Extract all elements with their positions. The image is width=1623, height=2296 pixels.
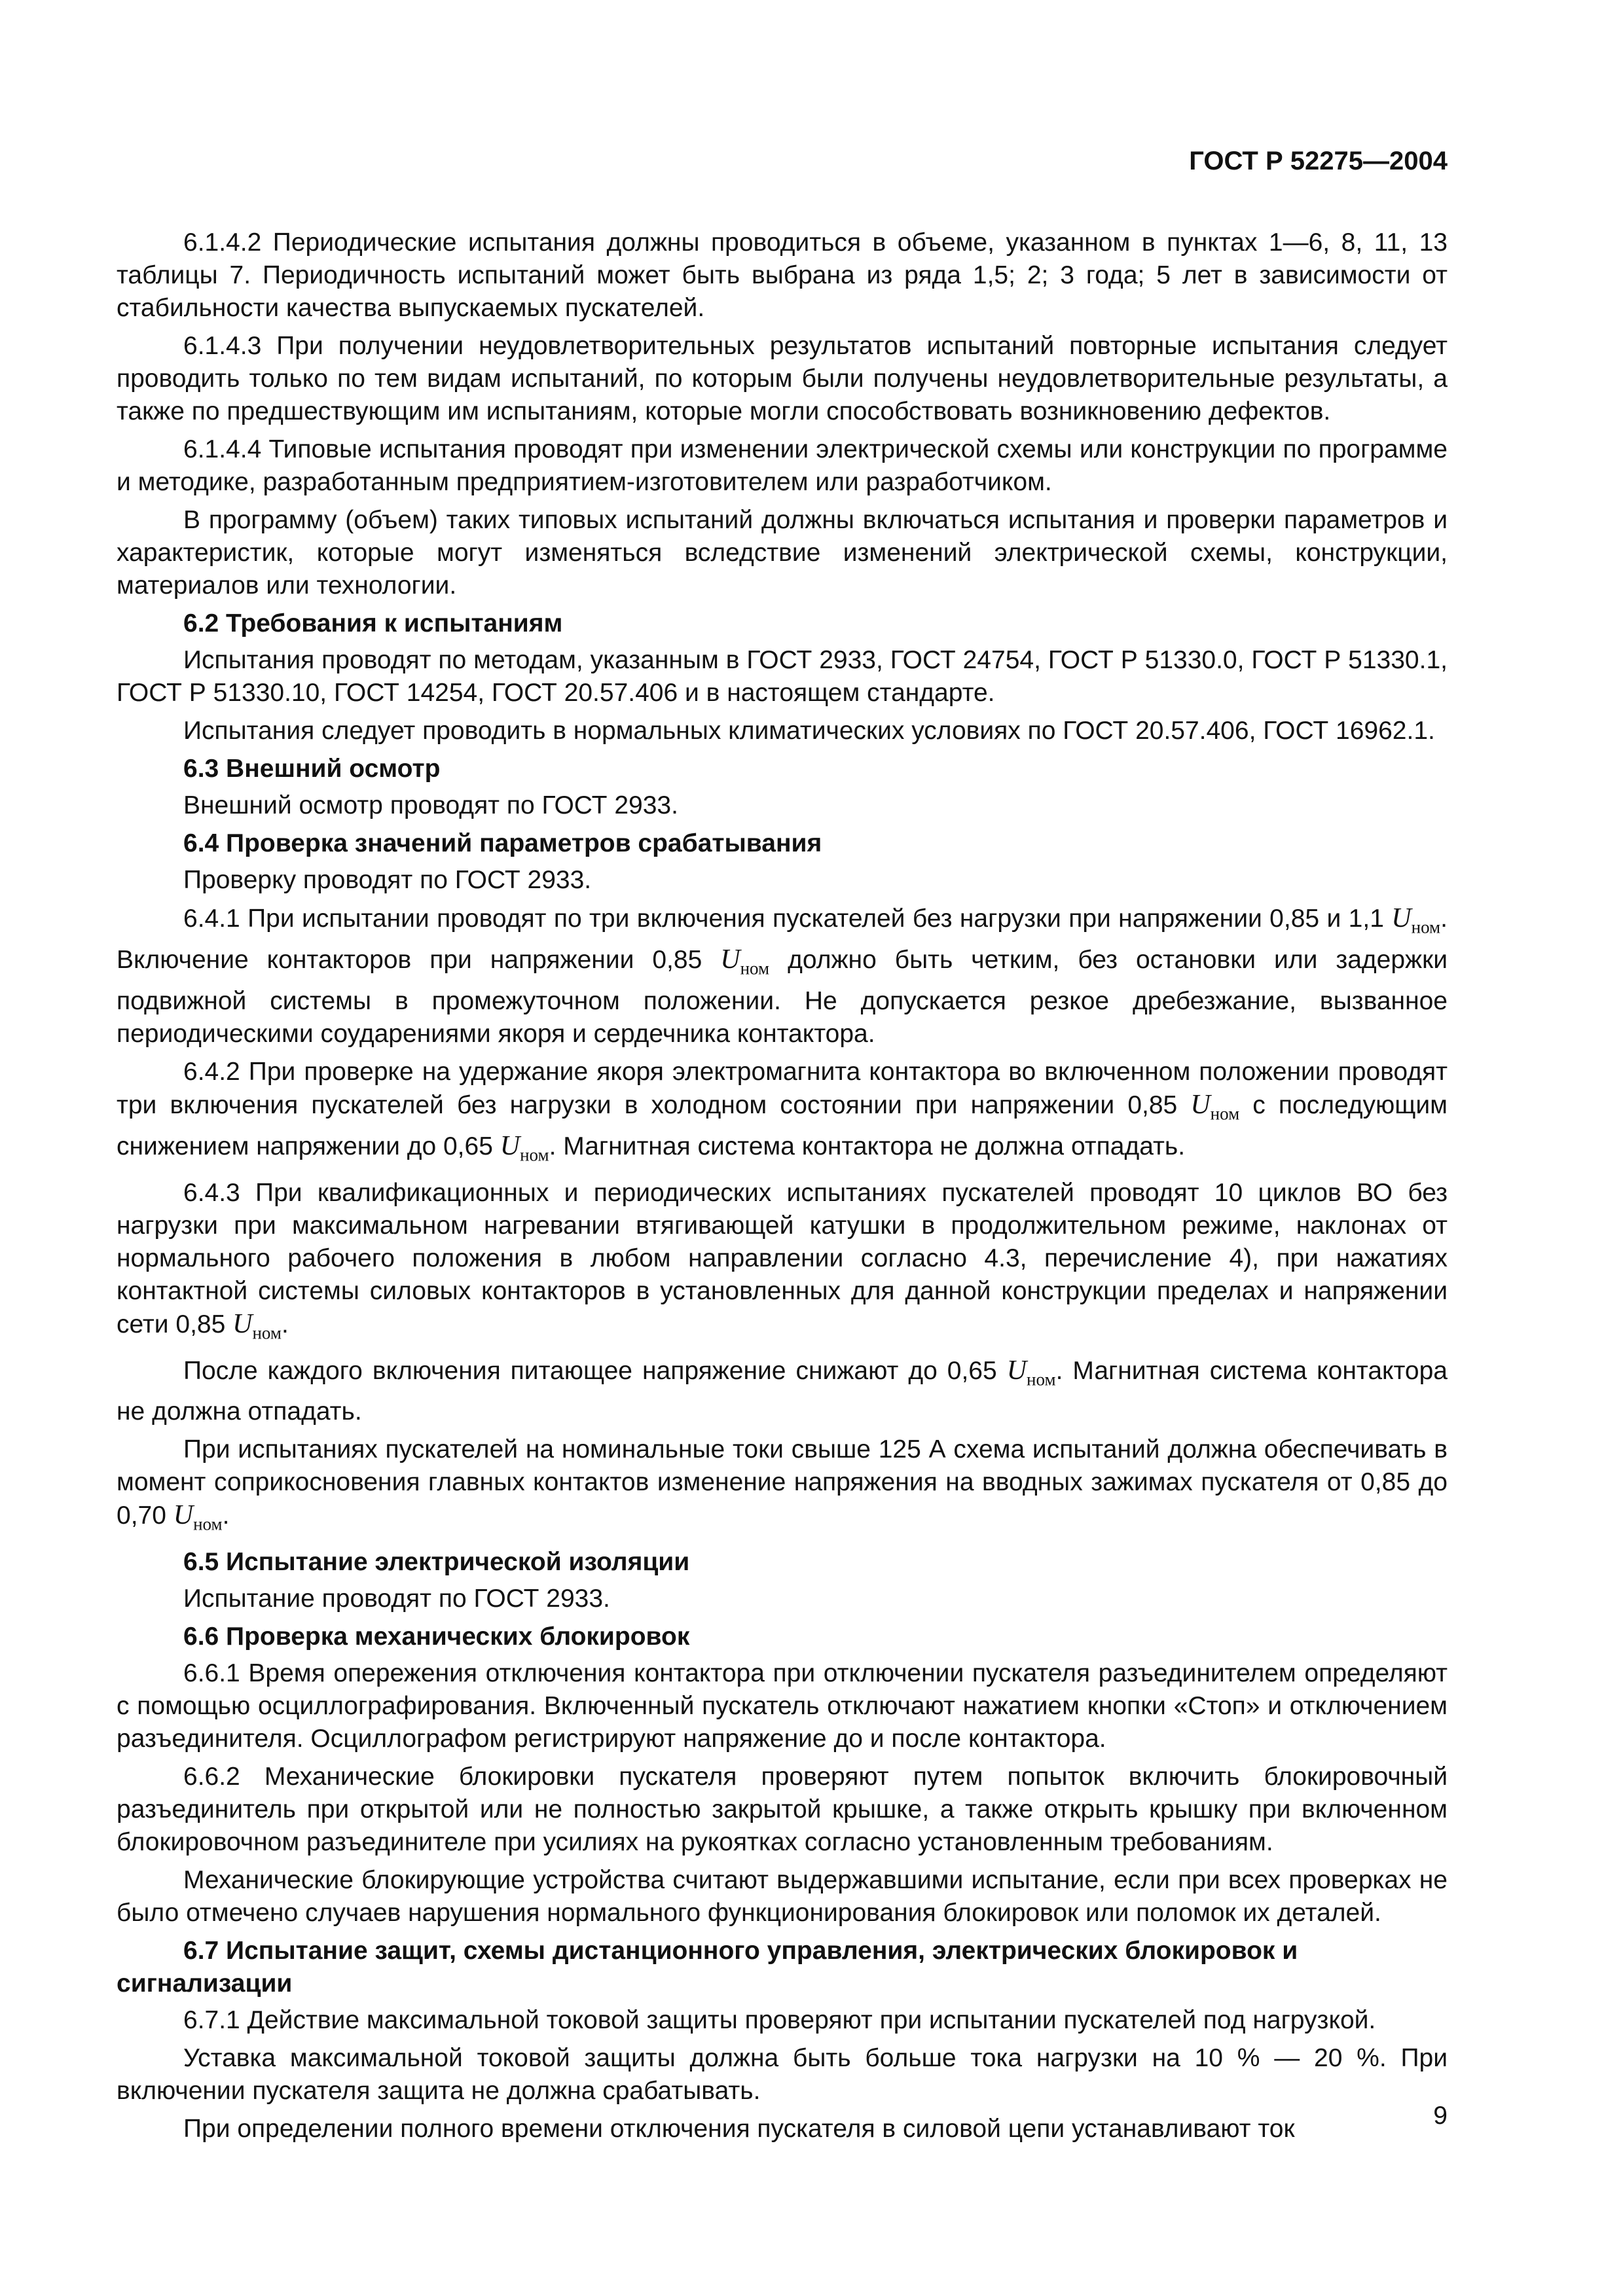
paragraph: Внешний осмотр проводят по ГОСТ 2933. (183, 791, 678, 819)
section-heading: 6.6 Проверка механических блокировок (183, 1622, 690, 1651)
paragraph: При определении полного времени отключения пускателя в силовой цепи устанавливают ток (183, 2114, 1295, 2143)
nominal-voltage-symbol: $U_{ном}$ (500, 1131, 549, 1165)
nominal-voltage-symbol: $U_{ном}$ (720, 944, 770, 978)
paragraph: 6.1.4.2 Периодические испытания должны проводиться в объеме, указанном в пунктах 1—6, 8, 11, 13 таблицы 7. Периодичность испытаний может быть выбрана из ряда 1,5; 2; 3 года; 5 лет в зависимости от стабильности качества выпускаемых пускателей. (117, 228, 1448, 322)
paragraph: Механические блокирующие устройства считают выдержавшими испытание, если при всех проверках не было отмечено случаев нарушения нормального функционирования блокировок или поломок их деталей. (117, 1865, 1448, 1927)
section-heading: 6.5 Испытание электрической изоляции (183, 1547, 690, 1576)
paragraph: 6.4.2 При проверке на удержание якоря электромагнита контактора во включенном положении проводят три включения пускателей без нагрузки в холодном состоянии при напряжении 0,85 $U_{ном}$ с последующим снижением напряжении до 0,65 $U_{ном}$. Магнитная система контактора не должна отпадать. (117, 1057, 1448, 1165)
nominal-voltage-symbol: $U_{ном}$ (232, 1308, 282, 1342)
section-heading: 6.4 Проверка значений параметров срабатывания (183, 829, 822, 857)
paragraph: 6.1.4.4 Типовые испытания проводят при изменении электрической схемы или конструкции по программе и методике, разработанным предприятием-изготовителем или разработчиком. (117, 435, 1448, 496)
paragraph: В программу (объем) таких типовых испытаний должны включаться испытания и проверки параметров и характеристик, которые могут изменяться вследствие изменений электрической схемы, конструкции, материалов или технологии. (117, 506, 1448, 600)
paragraph: Испытание проводят по ГОСТ 2933. (183, 1584, 610, 1613)
paragraph: При испытаниях пускателей на номинальные токи свыше 125 А схема испытаний должна обеспечивать в момент соприкосновения главных контактов изменение напряжения на вводных зажимах пускателя от 0,85 до 0,70 $U_{ном}$. (117, 1435, 1448, 1534)
page-number: 9 (1433, 2102, 1448, 2130)
paragraph: 6.7.1 Действие максимальной токовой защиты проверяют при испытании пускателей под нагрузкой. (183, 2005, 1376, 2034)
nominal-voltage-symbol: $U_{ном}$ (1391, 903, 1441, 937)
paragraph: Уставка максимальной токовой защиты должна быть больше тока нагрузки на 10 % — 20 %. При включении пускателя защита не должна срабатывать. (117, 2043, 1448, 2105)
paragraph: Проверку проводят по ГОСТ 2933. (183, 866, 592, 894)
document-code: ГОСТ Р 52275—2004 (1189, 147, 1448, 175)
paragraph: 6.1.4.3 При получении неудовлетворительных результатов испытаний повторные испытания следует проводить только по тем видам испытаний, по которым были получены неудовлетворительные результаты, а также по предшествующим им испытаниям, которые могли способствовать возникновению дефектов. (117, 332, 1448, 425)
nominal-voltage-symbol: $U_{ном}$ (173, 1500, 223, 1534)
paragraph: 6.6.1 Время опережения отключения контактора при отключении пускателя разъединителем определяют с помощью осциллографирования. Включенный пускатель отключают нажатием кнопки «Стоп» и отключением разъединителя. Осциллографом регистрируют напряжение до и после контактора. (117, 1659, 1448, 1753)
paragraph: 6.4.3 При квалификационных и периодических испытаниях пускателей проводят 10 циклов ВО без нагрузки при максимальном нагревании втягивающей катушки в продолжительном режиме, наклонах от нормального рабочего положения в любом направлении согласно 4.3, перечисление 4), при нажатиях контактной системы силовых контакторов в установленных для данной конструкции пределах и напряжении сети 0,85 $U_{ном}$. (117, 1178, 1448, 1342)
document-body (117, 226, 1448, 2145)
nominal-voltage-symbol: $U_{ном}$ (1190, 1089, 1240, 1124)
nominal-voltage-symbol: $U_{ном}$ (1006, 1355, 1056, 1390)
paragraph: 6.4.1 При испытании проводят по три включения пускателей без нагрузки при напряжении 0,85 и 1,1 $U_{ном}$. Включение контакторов при напряжении 0,85 $U_{ном}$ должно быть четким, без остановки или задержки подвижной системы в промежуточном положении. Не допускается резкое дребезжание, вызванное периодическими соударениями якоря и сердечника контактора. (117, 903, 1448, 1048)
section-heading: 6.2 Требования к испытаниям (183, 609, 563, 637)
paragraph: Испытания следует проводить в нормальных климатических условиях по ГОСТ 20.57.406, ГОСТ 16962.1. (183, 717, 1435, 745)
paragraph: Испытания проводят по методам, указанным в ГОСТ 2933, ГОСТ 24754, ГОСТ Р 51330.0, ГОСТ Р 51330.1, ГОСТ Р 51330.10, ГОСТ 14254, ГОСТ 20.57.406 и в настоящем стандарте. (117, 646, 1448, 707)
section-heading: 6.3 Внешний осмотр (183, 755, 441, 783)
section-heading: 6.7 Испытание защит, схемы дистанционного управления, электрических блокировок и сигнализации (117, 1936, 1298, 1998)
paragraph: После каждого включения питающее напряжение снижают до 0,65 $U_{ном}$. Магнитная система контактора не должна отпадать. (117, 1355, 1448, 1426)
paragraph: 6.6.2 Механические блокировки пускателя проверяют путем попыток включить блокировочный разъединитель при открытой или не полностью закрытой крышке, а также открыть крышку при включенном блокировочном разъединителе при усилиях на рукоятках согласно установленным требованиям. (117, 1762, 1448, 1856)
